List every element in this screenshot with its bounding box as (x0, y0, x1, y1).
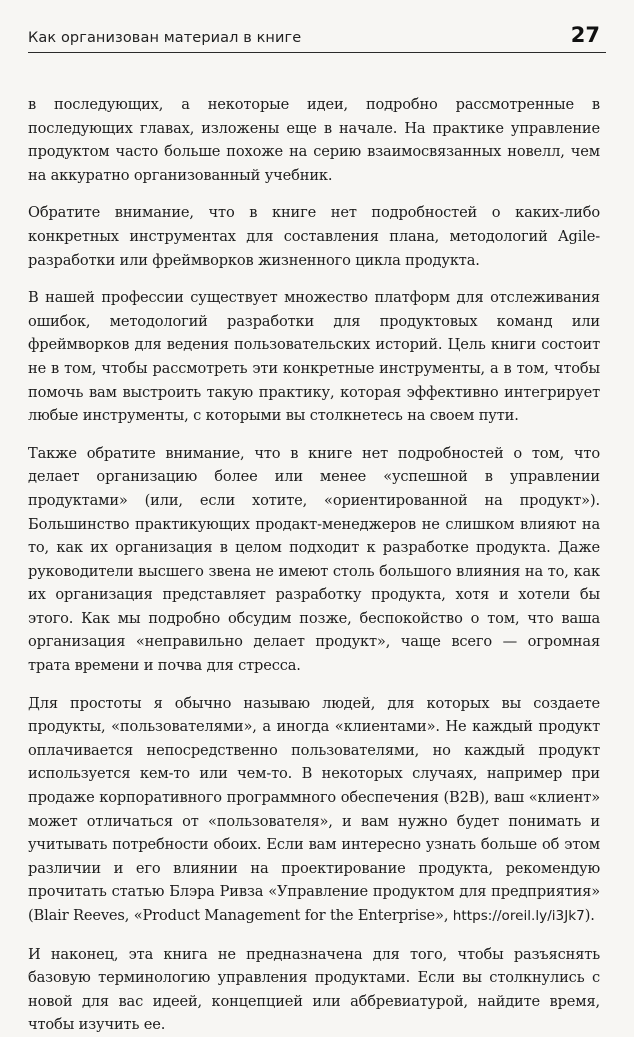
paragraph-1: в последующих, а некоторые идеи, подробно рассмотренные в последующих главах, изложены еще в начале. На практике управление продуктом часто больше похоже на серию взаимосвязанных новелл, чем на аккуратно организованный учебник. (28, 96, 600, 184)
running-head (28, 18, 606, 53)
body-text (28, 93, 606, 1037)
paragraph-5-text: Для простоты я обычно называю людей, для которых вы создаете продукты, «пользователями», а иногда «клиентами». Не каждый продукт оплачивается непосредственно пользователями, но каждый продукт используется кем-то или чем-то. В некоторых случаях, например при продаже корпоративного программного обеспечения (B2B), ваш «клиент» может отличаться от «пользователя», и вам нужно будет понимать и учитывать потребности обоих. Если вам интересно узнать больше об этом различии и его влиянии на проектирование продукта, рекомендую прочитать статью Блэра Ривза «Управление продуктом для предприятия» (Blair Reeves, «Product Management for the Enterprise», (28, 694, 600, 924)
paragraph-5-tail: ). (584, 907, 595, 924)
paragraph-4: Также обратите внимание, что в книге нет подробностей о том, что делает организацию более или менее «успешной в управлении продуктами» (или, если хотите, «ориентированной на продукт»). Большинство практикующих продакт-менеджеров не слишком влияют на то, как их организация в целом подходит к разработке продукта. Даже руководители высшего звена не имеют столь большого влияния на то, как их организация представляет разработку продукта, хотя и хотели бы этого. Как мы подробно обсудим позже, беспокойство о том, что ваша организация «неправильно делает продукт», чаще всего — огромная трата времени и почва для стресса. (28, 444, 600, 675)
paragraph-3: В нашей профессии существует множество платформ для отслеживания ошибок, методологий разработки для продуктовых команд или фреймворков для ведения пользовательских историй. Цель книги состоит не в том, чтобы рассмотреть эти конкретные инструменты, а в том, чтобы помочь вам выстроить такую практику, которая эффективно интегрирует любые инструменты, с которыми вы столкнетесь на своем пути. (28, 289, 600, 425)
paragraph-5 (28, 692, 600, 929)
paragraph-2: Обратите внимание, что в книге нет подробностей о каких-либо конкретных инструментах для составления плана, методологий Agile-разработки или фреймворков жизненного цикла продукта. (28, 204, 600, 269)
running-title: Как организован материал в книге (28, 30, 302, 46)
article-link[interactable]: https://oreil.ly/i3Jk7 (452, 908, 585, 924)
paragraph-6: И наконец, эта книга не предназначена для того, чтобы разъяснять базовую терминологию управления продуктами. Если вы столкнулись с новой для вас идеей, концепцией или аббревиатурой, найдите время, чтобы изучить ее. (28, 945, 600, 1034)
page-number: 27 (570, 23, 600, 47)
